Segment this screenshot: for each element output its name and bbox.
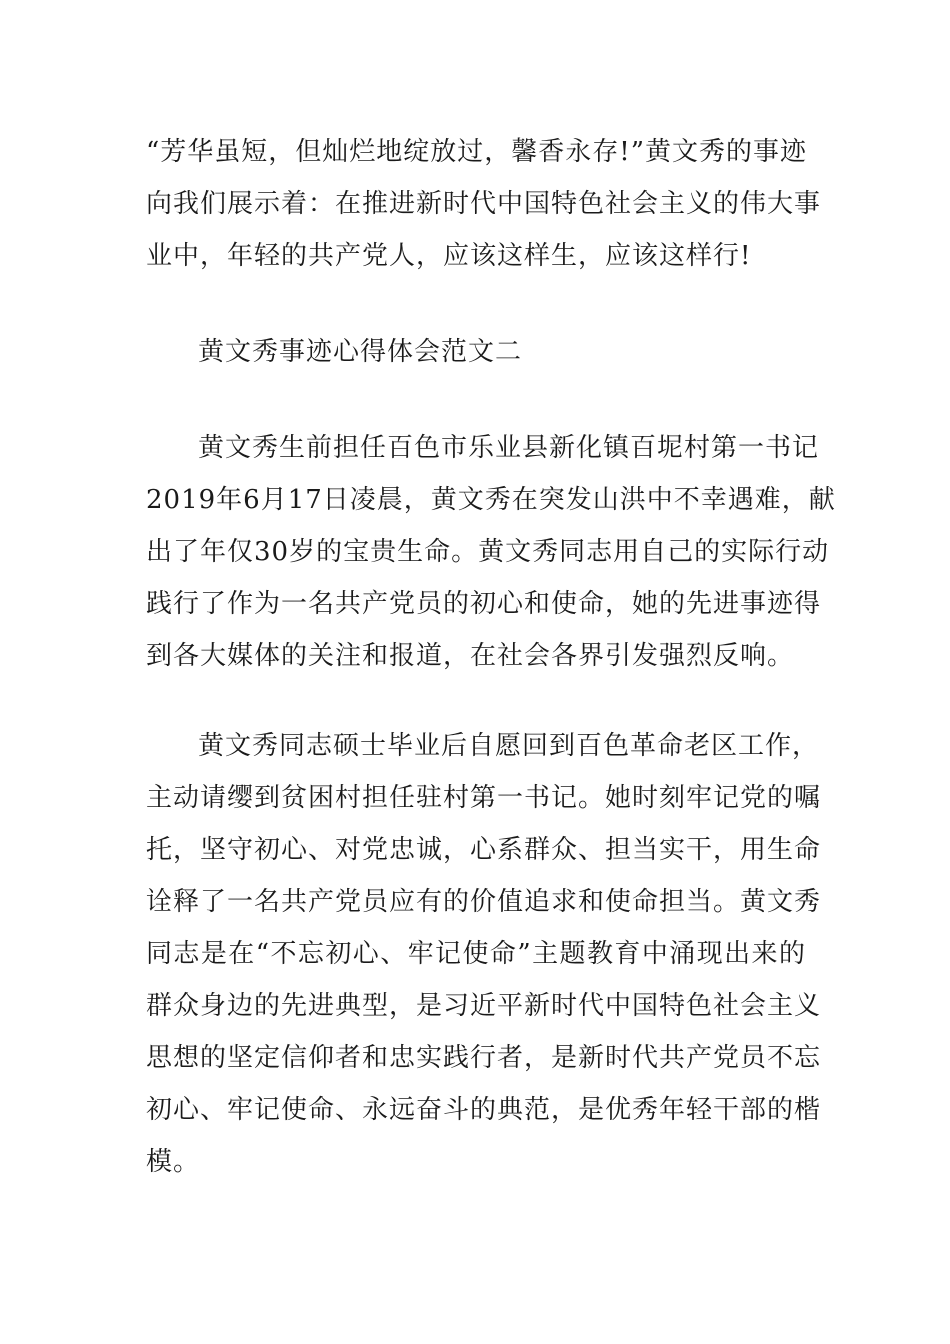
text-line: “芳华虽短，但灿烂地绽放过，馨香永存!”黄文秀的事迹 — [146, 137, 808, 167]
section-heading-text: 黄文秀事迹心得体会范文二 — [198, 337, 523, 367]
paragraph-closing-quote — [146, 126, 822, 282]
text-line: 黄文秀同志硕士毕业后自愿回到百色革命老区工作， — [198, 731, 820, 761]
text-line: 群众身边的先进典型，是习近平新时代中国特色社会主义 — [146, 991, 822, 1021]
section-heading — [146, 326, 806, 378]
text-line: 思想的坚定信仰者和忠实践行者，是新时代共产党员不忘 — [146, 1043, 822, 1073]
text-line: 同志是在“不忘初心、牢记使命”主题教育中涌现出来的 — [146, 939, 806, 969]
paragraph-evaluation — [146, 720, 822, 1188]
paragraph-background — [146, 422, 836, 682]
text-line: 初心、牢记使命、永远奋斗的典范，是优秀年轻干部的楷 — [146, 1095, 822, 1125]
text-line: 践行了作为一名共产党员的初心和使命，她的先进事迹得 — [146, 589, 822, 619]
text-line: 模。 — [146, 1147, 201, 1177]
text-line: 2019年6月17日凌晨，黄文秀在突发山洪中不幸遇难，献 — [146, 485, 836, 515]
text-line: 向我们展示着：在推进新时代中国特色社会主义的伟大事 — [146, 189, 822, 219]
text-line: 出了年仅30岁的宝贵生命。黄文秀同志用自己的实际行动 — [146, 537, 830, 567]
text-line: 业中，年轻的共产党人，应该这样生，应该这样行! — [146, 241, 752, 271]
text-line: 到各大媒体的关注和报道，在社会各界引发强烈反响。 — [146, 641, 795, 671]
text-line: 诠释了一名共产党员应有的价值追求和使命担当。黄文秀 — [146, 887, 822, 917]
text-line: 黄文秀生前担任百色市乐业县新化镇百坭村第一书记 — [198, 433, 820, 463]
text-line: 主动请缨到贫困村担任驻村第一书记。她时刻牢记党的嘱 — [146, 783, 822, 813]
text-line: 托，坚守初心、对党忠诚，心系群众、担当实干，用生命 — [146, 835, 822, 865]
